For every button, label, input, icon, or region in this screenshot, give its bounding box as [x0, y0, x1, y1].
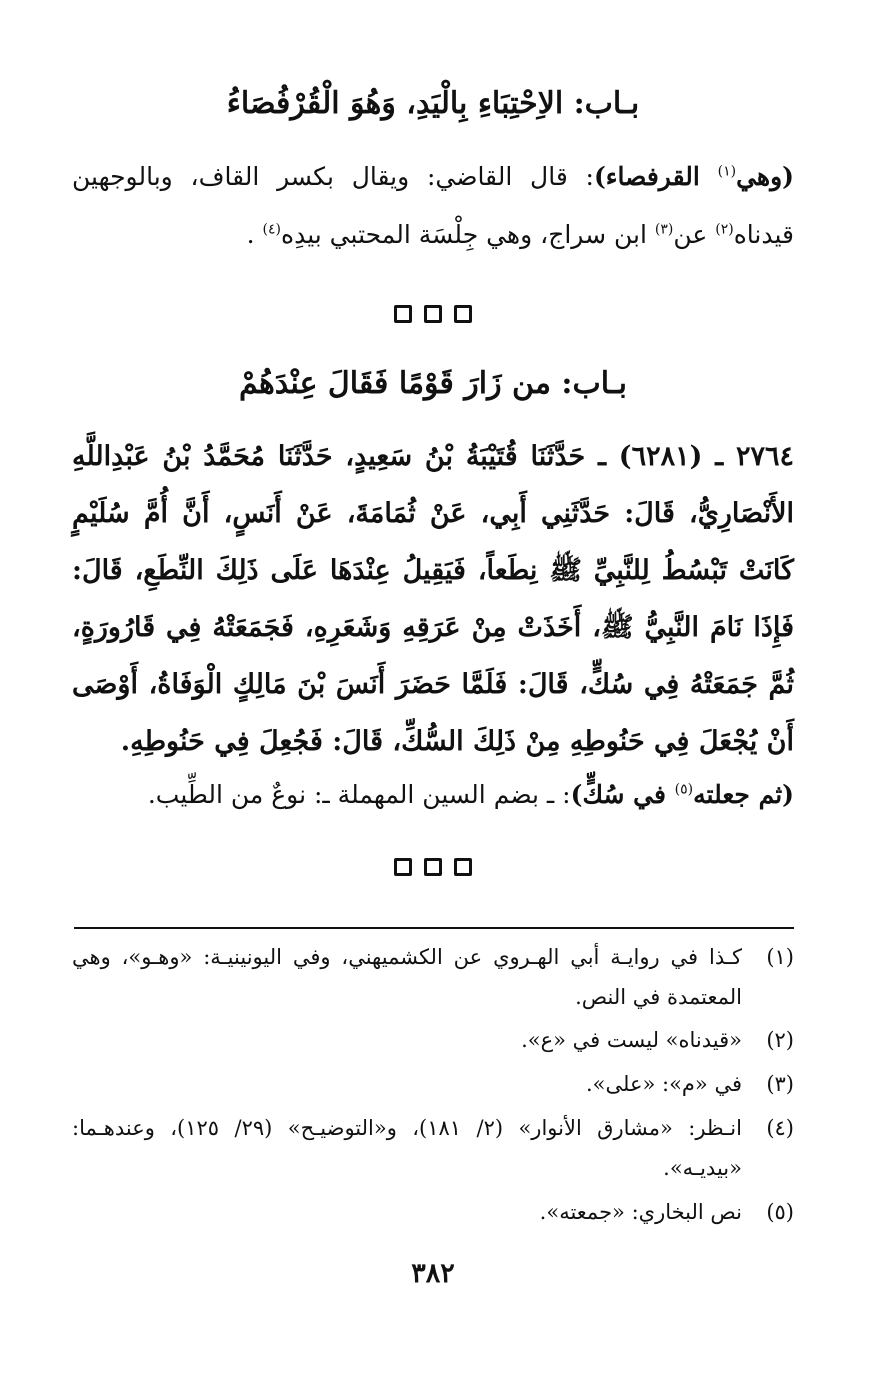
- commentary-paragraph-1: [72, 148, 794, 264]
- section-separator-1: [72, 305, 794, 323]
- page-number: ٣٨٢: [411, 1258, 455, 1289]
- footnote-4: [72, 1108, 794, 1188]
- gloss-text-c: ابن سراج، وهي جِلْسَة المحتبي بيدِه: [281, 220, 655, 249]
- footnote-5: [72, 1192, 794, 1232]
- section-separator-2: [72, 858, 794, 876]
- footnote-text: «قيدناه» ليست في «ع».: [521, 1028, 742, 1052]
- commentary-paragraph-2: [72, 766, 794, 824]
- footnote-ref-3: (٣): [654, 221, 674, 238]
- footnote-rule: [74, 927, 794, 929]
- gloss-term-2: في سُكٍّ): [570, 780, 675, 809]
- gloss-text-end: .: [246, 220, 263, 249]
- square-ornament-icon: [454, 858, 472, 876]
- footnote-number: (١): [766, 945, 794, 969]
- hadith-text: ٢٧٦٤ ـ (٦٢٨١) ـ حَدَّثَنَا قُتَيْبَةُ بْنُ سَعِيدٍ، حَدَّثَنَا مُحَمَّدُ بْنُ عَبْدِاللَّهِ الأَنْصَارِيُّ، قَالَ: حَدَّثَنِي أَبِي، عَنْ ثُمَامَةَ، عَنْ أَنَسٍ، أَنَّ أُمَّ سُلَيْمٍ كَانَتْ تَبْسُطُ لِلنَّبِيِّ ﷺ نِطَعاً، فَيَقِيلُ عِنْدَهَا عَلَى ذَلِكَ النِّطَعِ، قَالَ: فَإِذَا نَامَ النَّبِيُّ ﷺ، أَخَذَتْ مِنْ عَرَقِهِ وَشَعَرِهِ، فَجَمَعَتْهُ فِي قَارُورَةٍ، ثُمَّ جَمَعَتْهُ فِي سُكٍّ، قَالَ: فَلَمَّا حَضَرَ أَنَسَ بْنَ مَالِكٍ الْوَفَاةُ، أَوْصَى أَنْ يُجْعَلَ فِي حَنُوطِهِ مِنْ ذَلِكَ السُّكِّ، قَالَ: فَجُعِلَ فِي حَنُوطِهِ.: [72, 441, 794, 757]
- gloss-text-b: عن: [673, 220, 716, 249]
- footnote-text: في «م»: «على».: [585, 1072, 742, 1096]
- square-ornament-icon: [394, 858, 412, 876]
- footnote-ref-1: (١): [717, 163, 737, 180]
- chapter-heading-1: بـاب: الاِحْتِبَاءِ بِالْيَدِ، وَهُوَ الْقُرْفُصَاءُ: [226, 86, 640, 121]
- footnote-ref-5: (٥): [674, 781, 694, 798]
- footnote-text: كـذا في روايـة أبي الهـروي عن الكشميهني، وفي اليونينيـة: «وهـو»، وهي المعتمدة في النص.: [72, 945, 742, 1009]
- footnote-number: (٥): [766, 1200, 794, 1224]
- square-ornament-icon: [454, 305, 472, 323]
- gloss-text-a: : قال القاضي: ويقال بكسر القاف، وبالوجهين قيدناه: [72, 162, 794, 249]
- square-ornament-icon: [424, 858, 442, 876]
- footnote-text: انـظر: «مشارق الأنوار» (٢/ ١٨١)، و«التوضيـح» (٢٩/ ١٢٥)، وعندهـما: «بيديـه».: [72, 1116, 742, 1180]
- gloss-lead: (وهي: [736, 162, 794, 191]
- footnote-number: (٣): [766, 1072, 794, 1096]
- gloss-text: : ـ بضم السين المهملة ـ: نوعٌ من الطِّيب.: [147, 780, 571, 809]
- square-ornament-icon: [424, 305, 442, 323]
- square-ornament-icon: [394, 305, 412, 323]
- footnote-number: (٤): [766, 1116, 794, 1140]
- book-page: [72, 0, 794, 1377]
- footnote-3: [72, 1064, 794, 1104]
- chapter-heading-2: بـاب: من زَارَ قَوْمًا فَقَالَ عِنْدَهُمْ: [238, 366, 628, 401]
- footnote-ref-4: (٤): [262, 221, 282, 238]
- footnote-2: [72, 1020, 794, 1060]
- footnote-text: نص البخاري: «جمعته».: [539, 1200, 742, 1224]
- footnote-number: (٢): [766, 1028, 794, 1052]
- footnote-ref-2: (٢): [715, 221, 734, 238]
- footnote-1: [72, 937, 794, 1017]
- gloss-term: القرفصاء): [593, 162, 700, 191]
- gloss-term: (ثم جعلته: [693, 780, 794, 809]
